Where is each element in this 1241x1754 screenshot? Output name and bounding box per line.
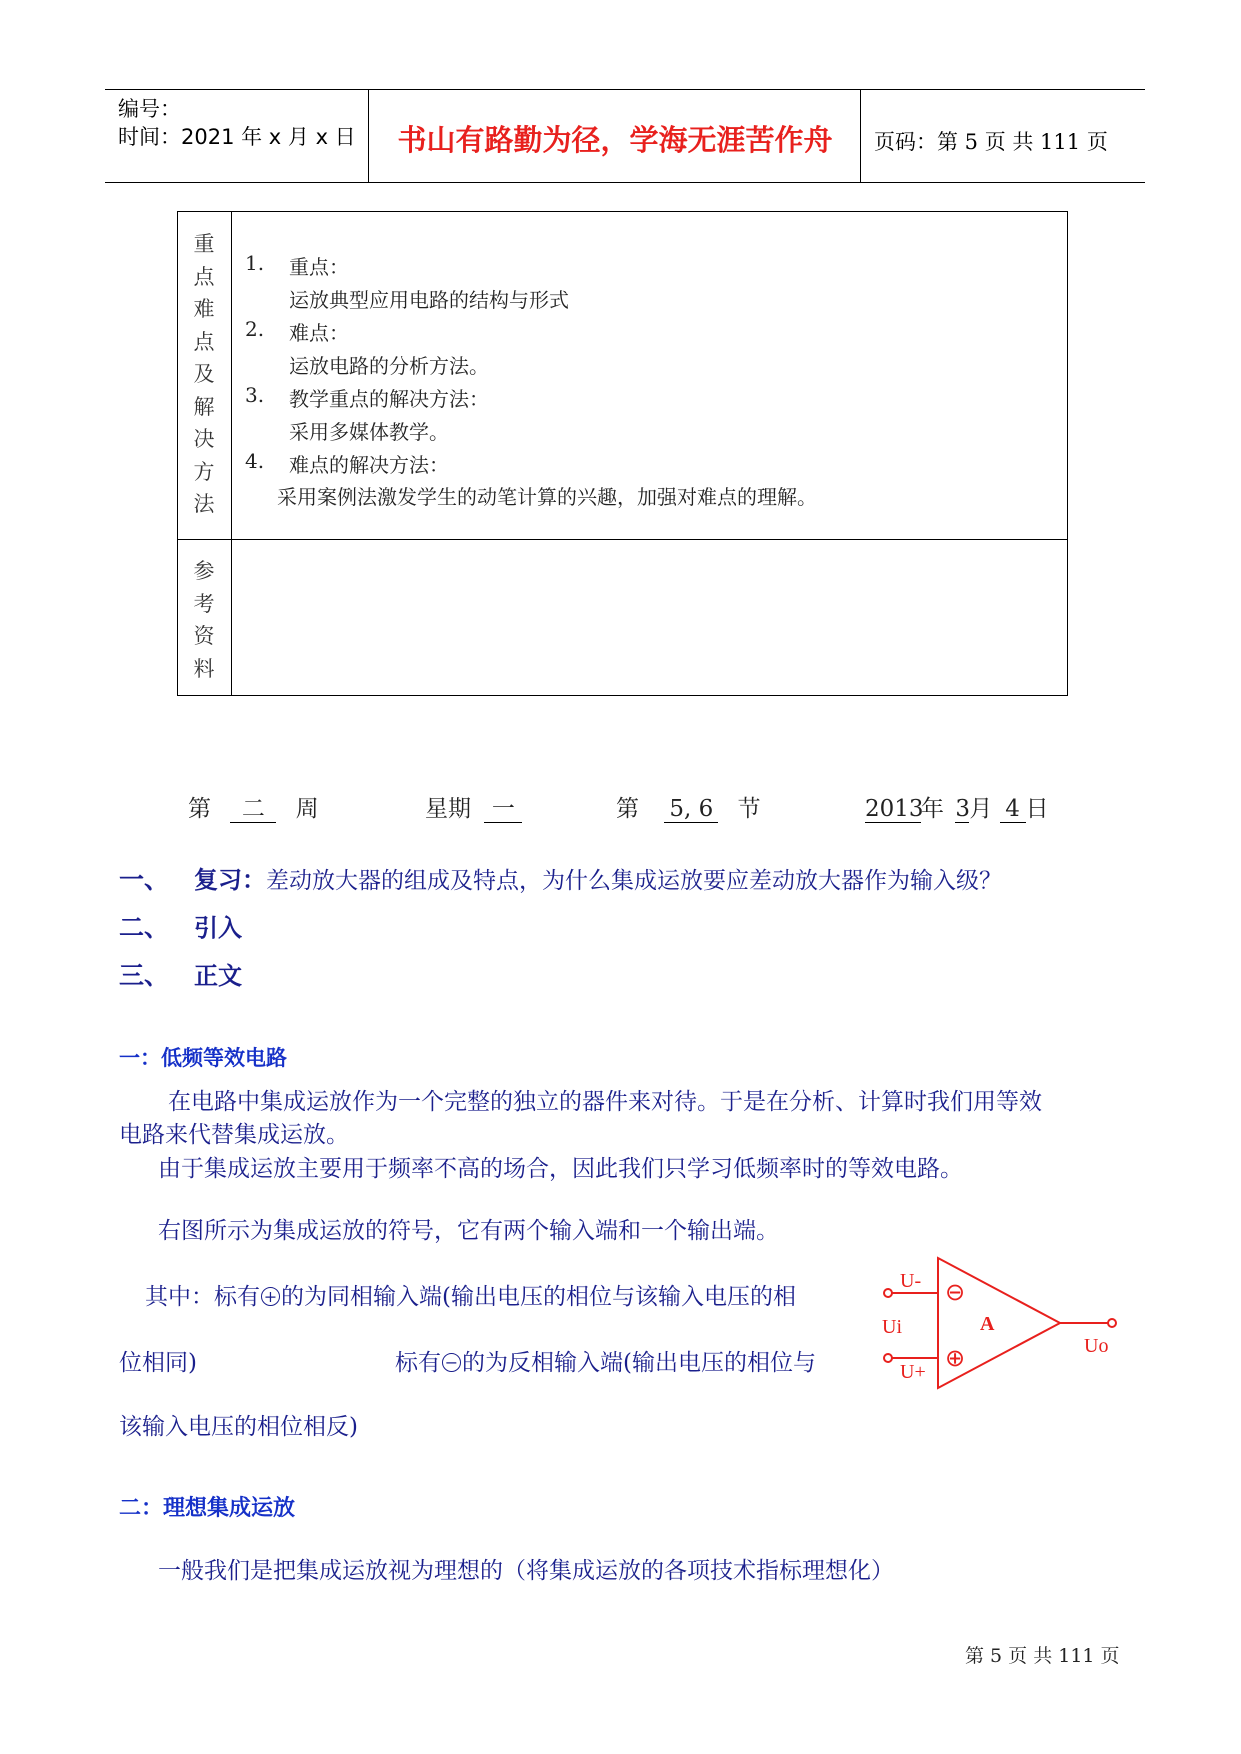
section1-para3: 右图所示为集成运放的符号，它有两个输入端和一个输出端。 bbox=[158, 1218, 779, 1244]
header-page-info: 页码：第 5 页 共 111 页 bbox=[874, 130, 1108, 154]
section2-para1: 一般我们是把集成运放视为理想的（将集成运放的各项技术指标理想化） bbox=[158, 1558, 894, 1584]
schedule-weekday bbox=[425, 790, 522, 823]
side-label-char: 方 bbox=[193, 459, 215, 484]
schedule-week bbox=[188, 790, 319, 823]
opamp-terminal-minus bbox=[884, 1289, 892, 1297]
opamp-label-minus: U- bbox=[900, 1270, 922, 1292]
side-label-char: 料 bbox=[193, 656, 215, 681]
header-motto: 书山有路勤为径，学海无涯苦作舟 bbox=[397, 123, 833, 157]
key-item-title: 难点的解决方法： bbox=[289, 453, 449, 477]
key-item-title: 教学重点的解决方法： bbox=[289, 387, 489, 411]
opamp-diagram bbox=[870, 1250, 1130, 1400]
key-item-num: 2. bbox=[245, 317, 265, 341]
header-divider-left bbox=[368, 89, 369, 183]
opamp-minus-symbol: ⊖ bbox=[945, 1280, 966, 1306]
header-number-label: 编号： bbox=[118, 97, 181, 121]
section1-para5a: 位相同) bbox=[119, 1350, 197, 1376]
schedule-text: 日 bbox=[1025, 796, 1049, 822]
section1-para5b bbox=[395, 1344, 816, 1377]
section1-para6: 该输入电压的相位相反) bbox=[119, 1414, 358, 1440]
key-item-num: 4. bbox=[245, 449, 265, 473]
table-row-divider bbox=[177, 539, 1068, 540]
opamp-label-plus: U+ bbox=[900, 1361, 926, 1383]
table-column-divider bbox=[231, 211, 232, 696]
key-item-num: 3. bbox=[245, 383, 265, 407]
side-label-char: 参 bbox=[193, 559, 215, 583]
opamp-label-ui: Ui bbox=[882, 1316, 902, 1338]
opamp-terminal-out bbox=[1108, 1319, 1116, 1327]
outline-num: 三、 bbox=[119, 961, 170, 990]
plus-circle-icon: + bbox=[261, 1287, 280, 1306]
schedule-day: 4 bbox=[1000, 796, 1026, 823]
outline-num: 二、 bbox=[119, 913, 170, 942]
outline-title: 引入 bbox=[194, 914, 242, 942]
key-points-side-label bbox=[177, 228, 231, 521]
para-text: 标有 bbox=[395, 1350, 441, 1376]
section1-para1-line2: 电路来代替集成运放。 bbox=[119, 1122, 349, 1148]
side-label-char: 决 bbox=[193, 427, 215, 451]
outline-item-review bbox=[194, 860, 1002, 895]
schedule-section bbox=[616, 790, 761, 823]
outline-num: 一、 bbox=[119, 865, 170, 894]
key-item-detail: 运放电路的分析方法。 bbox=[289, 354, 489, 378]
key-item-detail: 采用多媒体教学。 bbox=[289, 420, 449, 444]
schedule-text: 周 bbox=[295, 796, 319, 822]
key-item-title: 重点： bbox=[289, 255, 349, 279]
page-footer: 第 5 页 共 111 页 bbox=[965, 1645, 1120, 1667]
references-side-label bbox=[177, 555, 231, 685]
outline-text: 差动放大器的组成及特点，为什么集成运放要应差动放大器作为输入级？ bbox=[266, 868, 1002, 894]
schedule-section-value: 5, 6 bbox=[664, 796, 718, 823]
schedule-year: 2013 bbox=[865, 796, 924, 822]
key-item-num: 1. bbox=[245, 251, 265, 275]
para-text: 其中：标有 bbox=[145, 1284, 260, 1310]
outline-title: 复习： bbox=[194, 866, 266, 894]
para-text: 的为同相输入端(输出电压的相位与该输入电压的相 bbox=[281, 1284, 796, 1310]
side-label-char: 及 bbox=[193, 362, 215, 386]
section1-para1-line1: 在电路中集成运放作为一个完整的独立的器件来对待。于是在分析、计算时我们用等效 bbox=[168, 1089, 1042, 1115]
side-label-char: 解 bbox=[193, 394, 215, 419]
key-item-detail: 运放典型应用电路的结构与形式 bbox=[289, 288, 569, 312]
schedule-weekday-value: 一 bbox=[484, 796, 522, 823]
schedule-text: 星期 bbox=[425, 796, 471, 822]
key-item-detail: 采用案例法激发学生的动笔计算的兴趣，加强对难点的理解。 bbox=[277, 485, 817, 509]
opamp-plus-symbol: ⊕ bbox=[945, 1346, 966, 1372]
schedule-date bbox=[865, 790, 1049, 823]
side-label-char: 难 bbox=[193, 297, 215, 321]
opamp-terminal-plus bbox=[884, 1354, 892, 1362]
side-label-char: 点 bbox=[193, 264, 215, 289]
schedule-text: 第 bbox=[188, 796, 211, 822]
header-divider-right bbox=[860, 89, 861, 183]
section1-para2: 由于集成运放主要用于频率不高的场合，因此我们只学习低频率时的等效电路。 bbox=[158, 1156, 963, 1182]
schedule-week-value: 二 bbox=[230, 796, 276, 823]
section1-heading: 一：低频等效电路 bbox=[119, 1046, 287, 1070]
key-item-title: 难点： bbox=[289, 321, 349, 345]
side-label-char: 重 bbox=[193, 232, 215, 256]
side-label-char: 考 bbox=[193, 591, 215, 616]
minus-circle-icon: − bbox=[442, 1353, 461, 1372]
header-time-label: 时间：2021 年 x 月 x 日 bbox=[118, 125, 356, 149]
schedule-text: 节 bbox=[737, 796, 761, 822]
side-label-char: 资 bbox=[193, 624, 215, 648]
opamp-label-amp: A bbox=[980, 1313, 995, 1335]
header-bottom-rule bbox=[105, 182, 1145, 183]
schedule-text: 月 bbox=[969, 796, 993, 822]
section1-para4 bbox=[145, 1278, 796, 1311]
opamp-label-uo: Uo bbox=[1084, 1335, 1109, 1357]
section2-heading: 二：理想集成运放 bbox=[119, 1496, 296, 1521]
side-label-char: 法 bbox=[193, 492, 215, 516]
schedule-text: 年 bbox=[921, 796, 944, 822]
header-top-rule bbox=[105, 89, 1145, 90]
schedule-text: 第 bbox=[616, 796, 639, 822]
para-text: 的为反相输入端(输出电压的相位与 bbox=[462, 1350, 816, 1376]
outline-title: 正文 bbox=[194, 962, 242, 990]
schedule-month: 3 bbox=[955, 796, 970, 822]
side-label-char: 点 bbox=[193, 329, 215, 354]
